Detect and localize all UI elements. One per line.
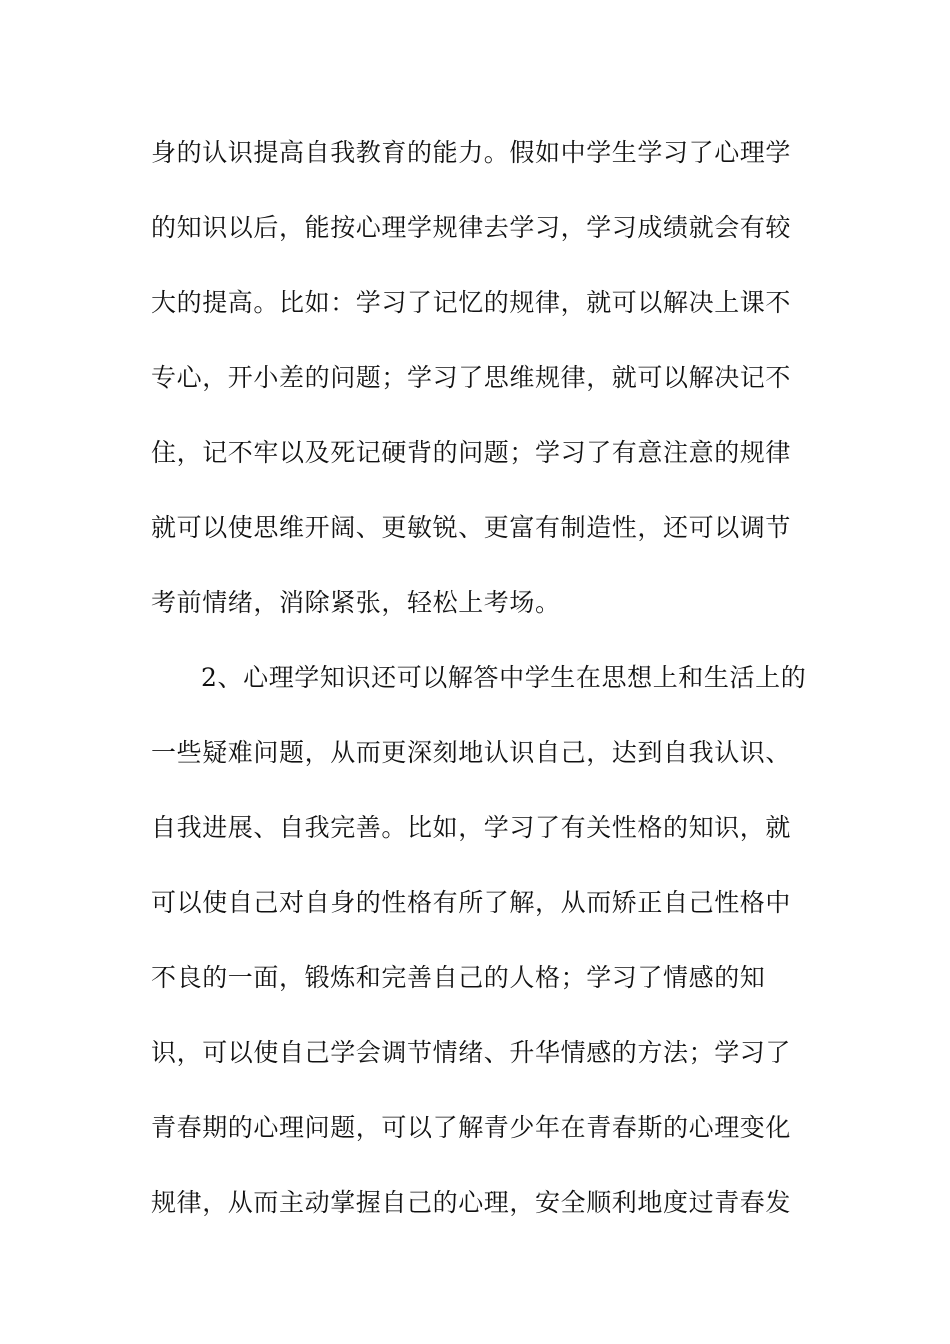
paragraph-start-line: 2、心理学知识还可以解答中学生在思想上和生活上的 [201, 663, 807, 692]
text-line: 不良的一面，锻炼和完善自己的人格；学习了情感的知 [151, 963, 766, 992]
text-line: 住，记不牢以及死记硬背的问题；学习了有意注意的规律 [151, 438, 792, 467]
text-line: 一些疑难问题，从而更深刻地认识自己，达到自我认识、 [151, 738, 792, 767]
text-line: 大的提高。比如：学习了记忆的规律，就可以解决上课不 [151, 288, 792, 317]
text-line: 专心，开小差的问题；学习了思维规律，就可以解决记不 [151, 363, 792, 392]
text-line: 规律，从而主动掌握自己的心理，安全顺利地度过青春发 [151, 1188, 792, 1217]
text-line: 可以使自己对自身的性格有所了解，从而矫正自己性格中 [151, 888, 792, 917]
text-line: 自我进展、自我完善。比如，学习了有关性格的知识，就 [151, 813, 792, 842]
text-line: 考前情绪，消除紧张，轻松上考场。 [151, 588, 561, 617]
body-text [151, 129, 811, 1254]
text-line: 青春期的心理问题，可以了解青少年在青春斯的心理变化 [151, 1113, 792, 1142]
text-line: 识，可以使自己学会调节情绪、升华情感的方法；学习了 [151, 1038, 792, 1067]
text-line: 身的认识提高自我教育的能力。假如中学生学习了心理学 [151, 138, 792, 167]
text-line: 的知识以后，能按心理学规律去学习，学习成绩就会有较 [151, 213, 792, 242]
text-line: 就可以使思维开阔、更敏锐、更富有制造性，还可以调节 [151, 513, 792, 542]
